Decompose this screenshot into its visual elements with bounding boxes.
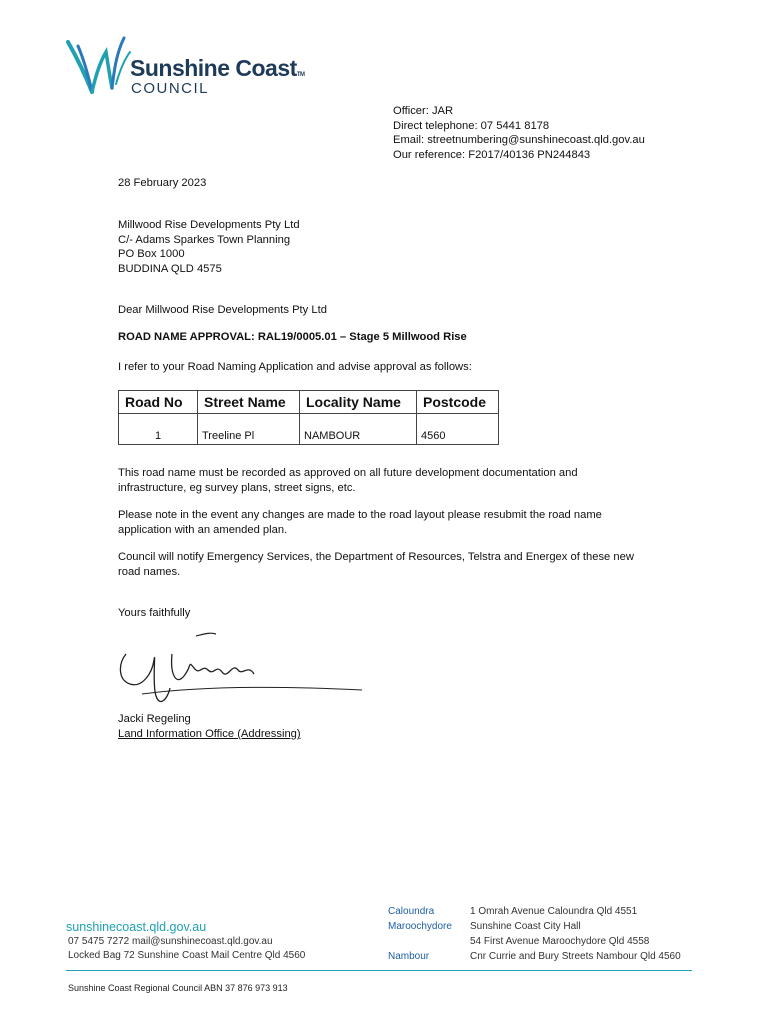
office-name: Maroochydore [388,921,452,932]
officer-email: Email: streetnumbering@sunshinecoast.qld.gov.au [393,134,645,146]
table-header-row [119,391,499,414]
column-header: Road No [119,391,198,414]
paragraph: This road name must be recorded as approved on all future development documentation and infrastructure, eg survey plans, street signs, etc. [118,467,578,494]
road-no-cell: 1 [119,414,198,445]
officer-line: Officer: JAR [393,105,454,117]
footer-abn: Sunshine Coast Regional Council ABN 37 876 973 913 [68,983,288,993]
office-address: Sunshine Coast City Hall [470,921,581,932]
officer-details [393,104,645,162]
closing: Yours faithfully [118,607,191,619]
column-header: Postcode [417,391,499,414]
intro-text: I refer to your Road Naming Application and advise approval as follows: [118,361,472,373]
signer-title: Land Information Office (Addressing) [118,728,301,740]
locality-cell: NAMBOUR [300,414,417,445]
addressee-block [118,218,638,276]
addressee-line: PO Box 1000 [118,248,185,260]
handwritten-signature [112,624,372,720]
road-name-table [118,390,499,445]
addressee-line: Millwood Rise Developments Pty Ltd [118,219,300,231]
greeting: Dear Millwood Rise Developments Pty Ltd [118,304,327,316]
subject-line: ROAD NAME APPROVAL: RAL19/0005.01 – Stage 5 Millwood Rise [118,331,467,343]
footer-divider [66,970,692,971]
office-name: Caloundra [388,906,435,917]
postcode-cell: 4560 [417,414,499,445]
signer-name: Jacki Regeling [118,713,191,725]
column-header: Street Name [198,391,300,414]
brand-name: Sunshine CoastTM [130,55,305,81]
trademark-mark: TM [296,72,305,78]
footer-postal: Locked Bag 72 Sunshine Coast Mail Centre Qld 4560 [68,950,306,961]
officer-phone: Direct telephone: 07 5441 8178 [393,119,550,132]
letter-date: 28 February 2023 [118,177,207,189]
column-header: Locality Name [300,391,417,414]
officer-reference: Our reference: F2017/40136 PN244843 [393,148,591,161]
office-address: Cnr Currie and Bury Streets Nambour Qld 4560 [470,951,681,962]
street-name-cell: Treeline Pl [198,414,300,445]
office-name: Nambour [388,951,430,962]
footer-website[interactable]: sunshinecoast.qld.gov.au [66,920,207,934]
office-address: 54 First Avenue Maroochydore Qld 4558 [470,936,650,947]
table-row [119,414,499,445]
office-address: 1 Omrah Avenue Caloundra Qld 4551 [470,906,638,917]
paragraph: Please note in the event any changes are made to the road layout please resubmit the road name application with an amended plan. [118,509,602,536]
brand-subtitle: COUNCIL [131,80,210,97]
addressee-line: BUDDINA QLD 4575 [118,262,222,275]
footer-contact: 07 5475 7272 mail@sunshinecoast.qld.gov.au [68,936,273,947]
paragraph: Council will notify Emergency Services, the Department of Resources, Telstra and Energex of these new road names. [118,551,634,578]
addressee-line: C/- Adams Sparkes Town Planning [118,233,291,246]
